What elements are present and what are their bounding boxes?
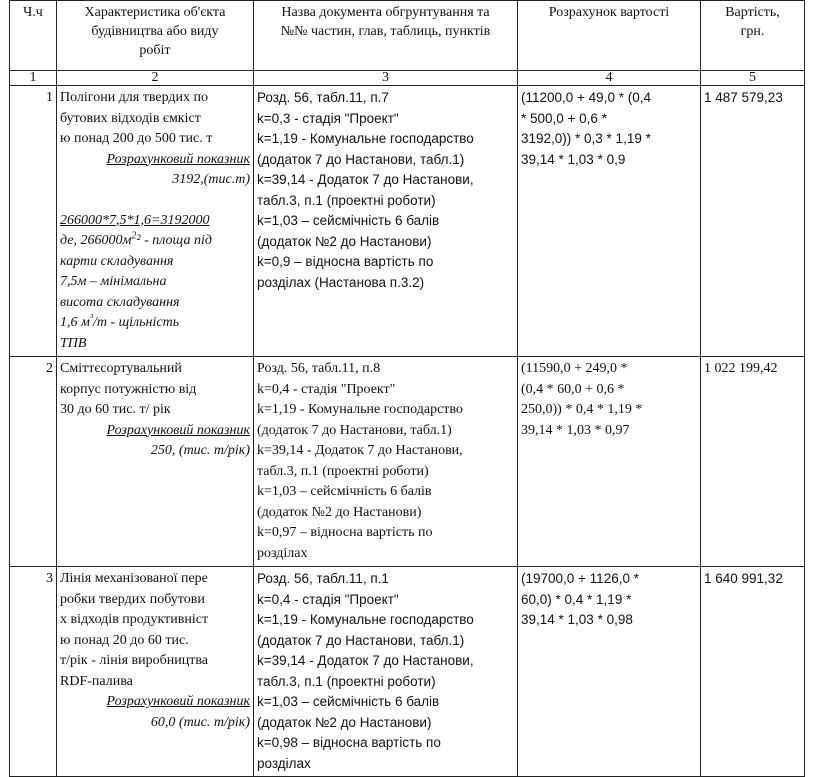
object-description: Лінія механізованої пере робки твердих побутови х відходів продуктивніст ю понад 20 до 60 тис. т/рік - лінія виробництва RDF-палива Розрахунковий показник 60,0 (тис. т/рік) xyxy=(57,567,254,777)
column-number: 1 xyxy=(10,71,57,86)
object-description: Полігони для твердих по бутових відходів ємкіст ю понад 200 до 500 тис. т Розрахунковий показник 3192,(тис.т) 266000*7,5*1,6=3192000 де, $266000м^2^2$ - площа під карти складування 7,5м – мінімальна висота складування 1,6 $м^{^3}/т$ - щільність ТПВ xyxy=(57,86,254,357)
table-row xyxy=(10,567,805,777)
justification-document: Розд. 56, табл.11, п.1 k=0,4 - стадія "Проект" k=1,19 - Комунальне господарство (додаток 7 до Настанови, табл.1) k=39,14 - Додаток 7 до Настанови, табл.3, п.1 (проектні роботи) k=1,03 – сейсмічність 6 балів (додаток №2 до Настанови) k=0,98 – відносна вартість по розділах xyxy=(254,567,518,777)
justification-document: Розд. 56, табл.11, п.8 k=0,4 - стадія "Проект" k=1,19 - Комунальне господарство (додаток 7 до Настанови, табл.1) k=39,14 - Додаток 7 до Настанови, табл.3, п.1 (проектні роботи) k=1,03 – сейсмічність 6 балів (додаток №2 до Настанови) k=0,97 – відносна вартість по розділах xyxy=(254,357,518,567)
table-row xyxy=(10,357,805,567)
header-num: Ч.ч xyxy=(10,1,57,71)
column-number: 2 xyxy=(57,71,254,86)
header-cost: Вартість, грн. xyxy=(701,1,805,71)
formula-note: де, $266000м^2^2$ - площа під xyxy=(60,230,212,248)
header-row xyxy=(10,1,805,71)
column-number-row xyxy=(10,71,805,86)
header-description: Характеристика об'єкта будівництва або виду робіт xyxy=(57,1,254,71)
indicator-value: 250, (тис. т/рік) xyxy=(150,443,250,458)
row-number: 1 xyxy=(10,86,57,357)
indicator-value: 60,0 (тис. т/рік) xyxy=(150,714,250,730)
cost-calculation: (19700,0 + 1126,0 * 60,0) * 0,4 * 1,19 * 39,14 * 1,03 * 0,98 xyxy=(518,567,701,777)
justification-document: Розд. 56, табл.11, п.7 k=0,3 - стадія "Проект" k=1,19 - Комунальне господарство (додаток 7 до Настанови, табл.1) k=39,14 - Додаток 7 до Настанови, табл.3, п.1 (проектні роботи) k=1,03 – сейсмічність 6 балів (додаток №2 до Настанови) k=0,9 – відносна вартість по розділах (Настанова п.3.2) xyxy=(254,86,518,357)
indicator-value: 3192,(тис.т) xyxy=(172,172,250,187)
header-calculation: Розрахунок вартості xyxy=(518,1,701,71)
volume-formula: 266000*7,5*1,6=3192000 xyxy=(60,212,210,228)
indicator-label: Розрахунковий показник xyxy=(106,694,250,709)
table-row xyxy=(10,86,805,357)
cost-estimate-table xyxy=(9,0,805,777)
header-document: Назва документа обгрунтування та №№ частин, глав, таблиць, пунктів xyxy=(254,1,518,71)
cost-value: 1 022 199,42 xyxy=(701,357,805,567)
column-number: 3 xyxy=(254,71,518,86)
column-number: 4 xyxy=(518,71,701,86)
cost-calculation: (11200,0 + 49,0 * (0,4 * 500,0 + 0,6 * 3192,0)) * 0,3 * 1,19 * 39,14 * 1,03 * 0,9 xyxy=(518,86,701,357)
row-number: 2 xyxy=(10,357,57,567)
cost-value: 1 640 991,32 xyxy=(701,567,805,777)
cost-value: 1 487 579,23 xyxy=(701,86,805,357)
indicator-label: Розрахунковий показник xyxy=(106,422,250,438)
indicator-label: Розрахунковий показник xyxy=(106,151,250,167)
object-description: Сміттєсортувальний корпус потужністю від 30 до 60 тис. т/ рік Розрахунковий показник 250, (тис. т/рік) xyxy=(57,357,254,567)
cost-calculation: (11590,0 + 249,0 * (0,4 * 60,0 + 0,6 * 250,0)) * 0,4 * 1,19 * 39,14 * 1,03 * 0,97 xyxy=(518,357,701,567)
row-number: 3 xyxy=(10,567,57,777)
column-number: 5 xyxy=(701,71,805,86)
